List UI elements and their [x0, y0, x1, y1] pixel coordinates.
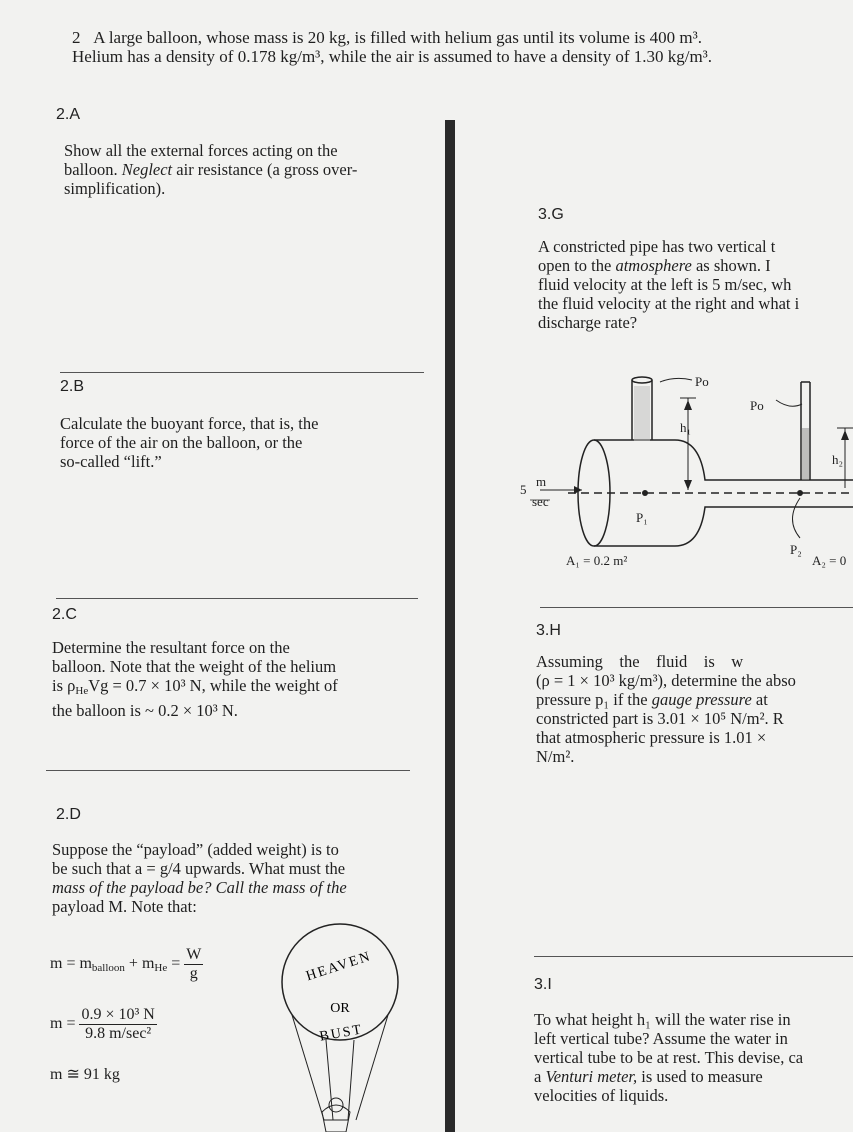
text-line: Suppose the “payload” (added weight) is to — [52, 840, 339, 859]
section-title-3g: 3.G — [538, 206, 564, 223]
section-body-3i — [534, 1010, 853, 1105]
text-line: left vertical tube? Assume the water in — [534, 1029, 788, 1048]
text-line: open to the atmosphere as shown. I — [538, 256, 771, 275]
section-body-2a — [64, 141, 422, 198]
label-a2: A₂ = 0 — [812, 553, 847, 568]
divider — [534, 956, 853, 957]
section-body-3g — [538, 237, 853, 332]
label-velocity-5: 5 — [520, 482, 527, 497]
passenger-figure — [322, 1098, 350, 1132]
p0-left-leader — [660, 378, 692, 382]
section-title-2a: 2.A — [56, 106, 81, 123]
text-line: N/m². — [536, 747, 575, 766]
text-line: be such that a = g/4 upwards. What must the — [52, 859, 346, 878]
text-line: the fluid velocity at the right and what i — [538, 294, 800, 313]
balloon-envelope — [282, 924, 398, 1040]
left-tube-opening — [632, 377, 652, 383]
text-line: constricted part is 3.01 × 10⁵ N/m². R — [536, 709, 784, 728]
formula-mass-value: m = $\frac{\text{0.9 × 10³ N}}{\text{9.8 m/sec²}}$ — [50, 1006, 155, 1042]
divider — [46, 770, 410, 771]
text-line: payload M. Note that: — [52, 897, 197, 916]
intro-text-2: Helium has a density of 0.178 kg/m³, while the air is assumed to have a density of 1.30 kg/m³. — [72, 47, 713, 66]
divider — [60, 372, 424, 373]
label-velocity-unit-bottom: sec — [532, 494, 549, 509]
label-p0-left: Po — [695, 374, 709, 389]
balloon-label-bust: BUST — [318, 1022, 365, 1045]
section-title-3h: 3.H — [536, 622, 561, 639]
section-title-2d: 2.D — [56, 806, 81, 823]
text-line: mass of the payload be? Call the mass of the — [52, 878, 347, 897]
text-line: so-called “lift.” — [60, 452, 162, 471]
problem-number: 2 — [72, 28, 81, 47]
text-line: the balloon is ~ 0.2 × 10³ N. — [52, 701, 238, 720]
label-p2: P₂ — [790, 542, 802, 557]
section-body-2c — [52, 638, 408, 720]
text-line: Assuming the fluid is w — [536, 652, 744, 671]
section-body-2b — [60, 414, 412, 471]
balloon-label-or: OR — [330, 1001, 350, 1016]
balloon-illustration — [278, 920, 408, 1132]
point-p1 — [642, 490, 648, 496]
text-line: balloon. Note that the weight of the helium — [52, 657, 337, 676]
formula-mass-result: m ≅ 91 kg — [50, 1066, 120, 1083]
book-spine-shadow — [445, 120, 455, 1132]
text-line: that atmospheric pressure is 1.01 × — [536, 728, 767, 747]
section-body-2d — [52, 840, 408, 916]
intro-text-1: A large balloon, whose mass is 20 kg, is filled with helium gas until its volume is 400 m³. — [93, 28, 702, 47]
section-title-2b: 2.B — [60, 378, 85, 395]
text-line: pressure p₁ if the gauge pressure at — [536, 690, 768, 709]
balloon-rope — [348, 1040, 354, 1120]
p2-leader — [793, 498, 801, 538]
text-line: fluid velocity at the left is 5 m/sec, wh — [538, 275, 792, 294]
label-p1: P₁ — [636, 510, 648, 525]
section-title-2c: 2.C — [52, 606, 77, 623]
divider — [56, 598, 418, 599]
text-line: Determine the resultant force on the — [52, 638, 290, 657]
text-line: force of the air on the balloon, or the — [60, 433, 303, 452]
section-title-3i: 3.I — [534, 976, 552, 993]
right-tube-water — [802, 428, 809, 480]
text-line: discharge rate? — [538, 313, 638, 332]
text-line: velocities of liquids. — [534, 1086, 669, 1105]
label-h1: h₁ — [680, 420, 692, 435]
text-line: vertical tube to be at rest. This devise, ca — [534, 1048, 804, 1067]
section-body-3h — [536, 652, 853, 766]
text-line: is $\rho_{He}Vg = 0.7 \times 10^3$ N, while the weight of — [52, 676, 338, 697]
problem-intro — [72, 28, 853, 66]
left-tube-water — [634, 386, 650, 441]
balloon-label-heaven: HEAVEN — [304, 949, 374, 985]
text-line: (ρ = 1 × 10³ kg/m³), determine the abso — [536, 671, 796, 690]
text-line: Show all the external forces acting on the — [64, 141, 338, 160]
text-line: To what height h₁ will the water rise in — [534, 1010, 791, 1029]
label-h2: h₂ — [832, 452, 844, 467]
label-a1: A₁ = 0.2 m² — [566, 553, 628, 568]
label-velocity-unit-top: m — [536, 474, 547, 489]
point-p2 — [797, 490, 803, 496]
text-line: Calculate the buoyant force, that is, the — [60, 414, 319, 433]
p0-right-leader — [776, 400, 802, 406]
divider — [540, 607, 853, 608]
text-line: simplification). — [64, 179, 166, 198]
venturi-diagram — [510, 370, 853, 580]
intro-line-1 — [72, 28, 853, 47]
formula-mass-sum: $m = m_{balloon} + m_{He}$ = $\frac{W}{g}$ — [50, 946, 202, 982]
text-line: a Venturi meter, is used to measure — [534, 1067, 763, 1086]
label-p0-right: Po — [750, 398, 764, 413]
text-line: A constricted pipe has two vertical t — [538, 237, 776, 256]
text-line: balloon. Neglect air resistance (a gross over- — [64, 160, 358, 179]
